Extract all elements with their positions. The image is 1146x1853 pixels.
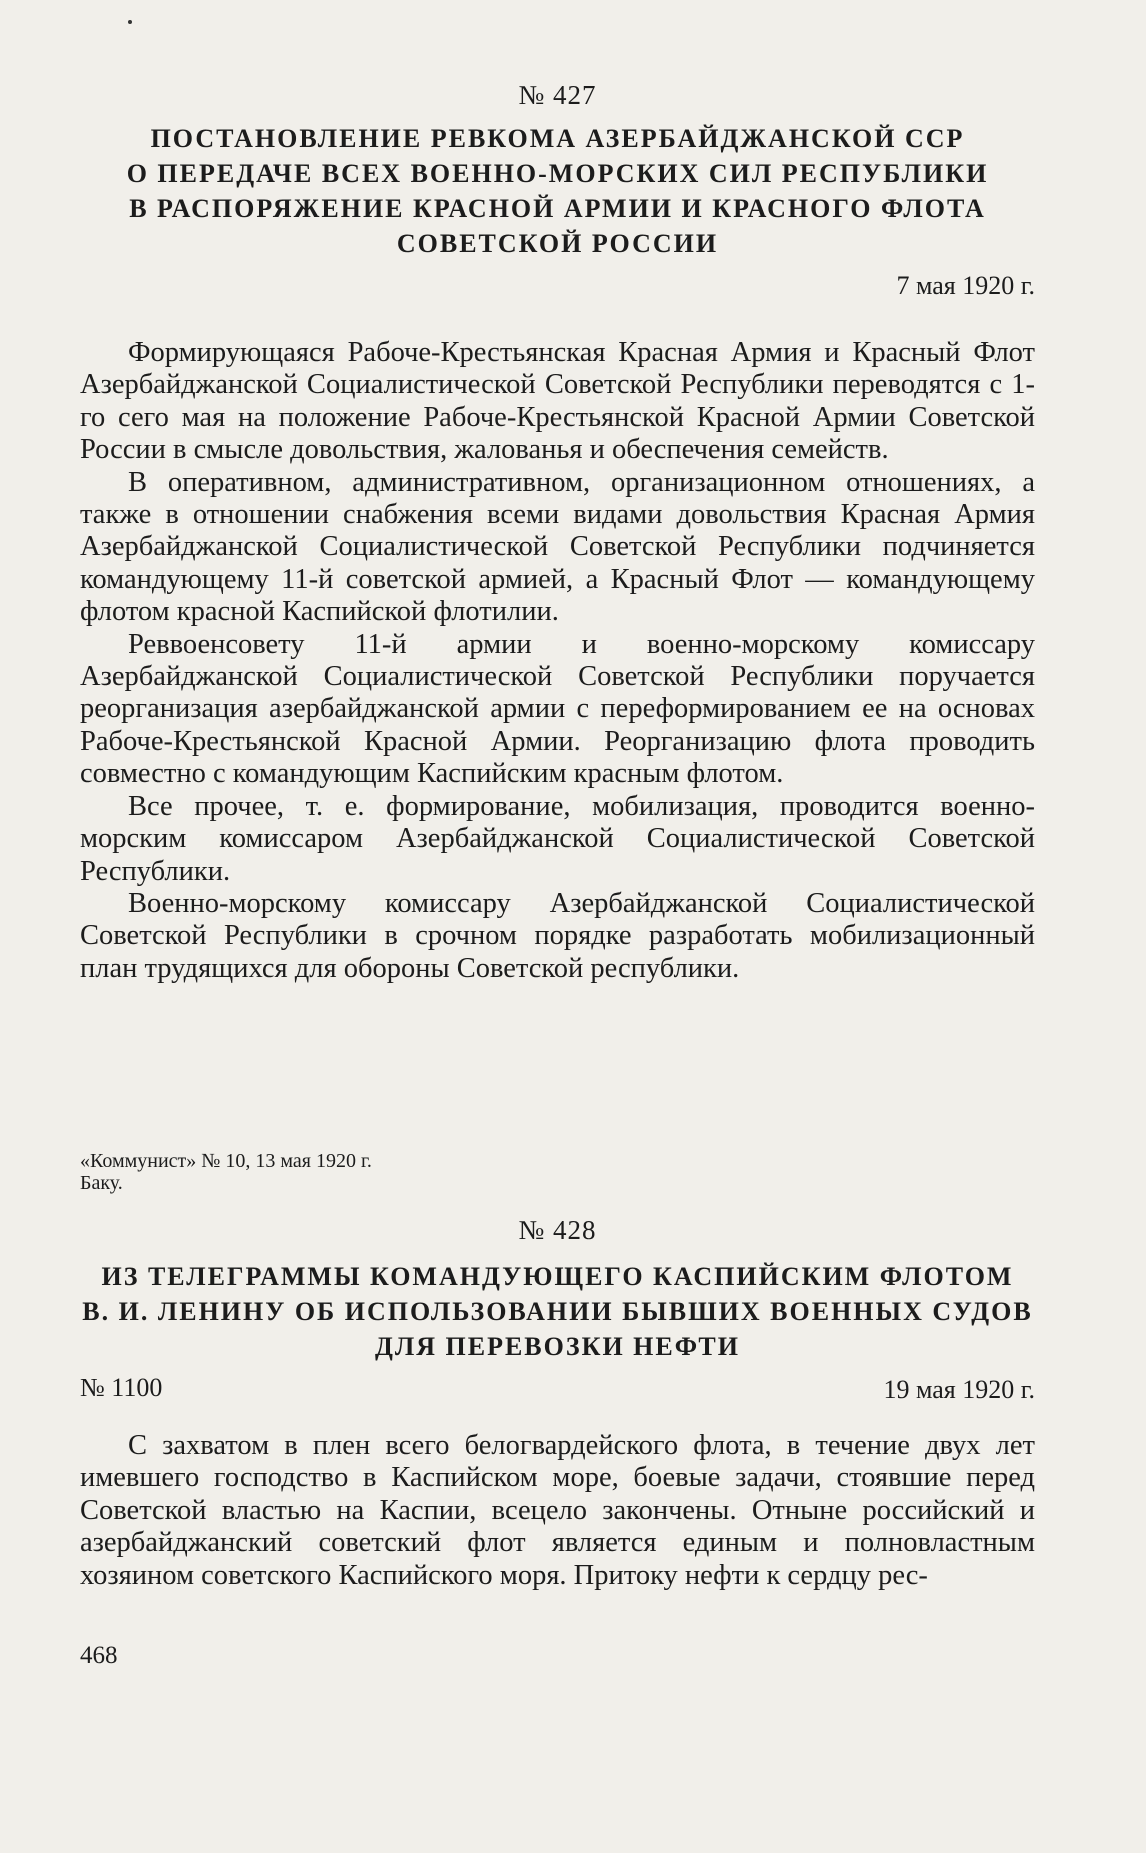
paragraph: Реввоенсовету 11-й армии и военно-морскому комиссару Азербайджанской Социалистической Советской Республики поручается реорганизация азербайджанской армии с переформированием ее на основах Рабоче-Крестьянской Красной Армии. Реорганизацию флота проводить совместно с командующим Каспийским красным флотом. [80,628,1035,790]
document-number-428: № 428 [518,1215,597,1245]
title-line: В РАСПОРЯЖЕНИЕ КРАСНОЙ АРМИИ И КРАСНОГО ФЛОТА [129,194,986,223]
paragraph: С захватом в плен всего белогвардейского флота, в течение двух лет имевшего господство в Каспийском море, боевые задачи, стоявшие перед Советской властью на Каспии, всецело закончены. Отныне российский и азербайджанский советский флот является единым и полновластным хозяином советского Каспийского моря. Притоку нефти к сердцу рес- [80,1430,1035,1591]
paragraph: Военно-морскому комиссару Азербайджанской Социалистической Советской Республики в срочном порядке разработать мобилизационный план трудящихся для обороны Советской республики. [80,887,1035,984]
document-title-427 [80,121,1035,261]
document-body-427 [80,337,1035,985]
document-date-427: 7 мая 1920 г. [896,271,1035,300]
page-number: 468 [80,1642,118,1669]
title-line: ПОСТАНОВЛЕНИЕ РЕВКОМА АЗЕРБАЙДЖАНСКОЙ ССР [150,124,965,153]
title-line: СОВЕТСКОЙ РОССИИ [396,229,719,258]
print-mark [128,20,132,24]
title-line: ДЛЯ ПЕРЕВОЗКИ НЕФТИ [374,1332,740,1361]
title-line: О ПЕРЕДАЧЕ ВСЕХ ВОЕННО-МОРСКИХ СИЛ РЕСПУБЛИКИ [126,159,989,188]
paragraph: Все прочее, т. е. формирование, мобилизация, проводится военно-морским комиссаром Азербайджанской Социалистической Советской Республики. [80,790,1035,887]
telegram-number: № 1100 [80,1373,163,1402]
document-number-427: № 427 [518,80,597,110]
source-line: Баку. [80,1172,123,1194]
source-line: «Коммунист» № 10, 13 мая 1920 г. [80,1150,372,1172]
title-line: ИЗ ТЕЛЕГРАММЫ КОМАНДУЮЩЕГО КАСПИЙСКИМ ФЛОТОМ [101,1262,1014,1291]
document-body-428 [80,1430,1035,1592]
document-page [80,0,1035,1853]
paragraph: В оперативном, административном, организационном отношениях, а также в отношении снабжения всеми видами довольствия Красная Армия Азербайджанской Социалистической Советской Республики подчиняется командующему 11-й советской армией, а Красный Флот — командующему флотом красной Каспийской флотилии. [80,466,1035,628]
source-citation-427 [80,1150,372,1194]
title-line: В. И. ЛЕНИНУ ОБ ИСПОЛЬЗОВАНИИ БЫВШИХ ВОЕННЫХ СУДОВ [82,1297,1033,1326]
paragraph: Формирующаяся Рабоче-Крестьянская Красная Армия и Красный Флот Азербайджанской Социалистической Советской Республики переводятся с 1-го сего мая на положение Рабоче-Крестьянской Красной Армии Советской России в смысле довольствия, жалованья и обеспечения семейств. [80,337,1035,466]
document-title-428 [80,1259,1035,1364]
document-date-428: 19 мая 1920 г. [883,1375,1035,1404]
